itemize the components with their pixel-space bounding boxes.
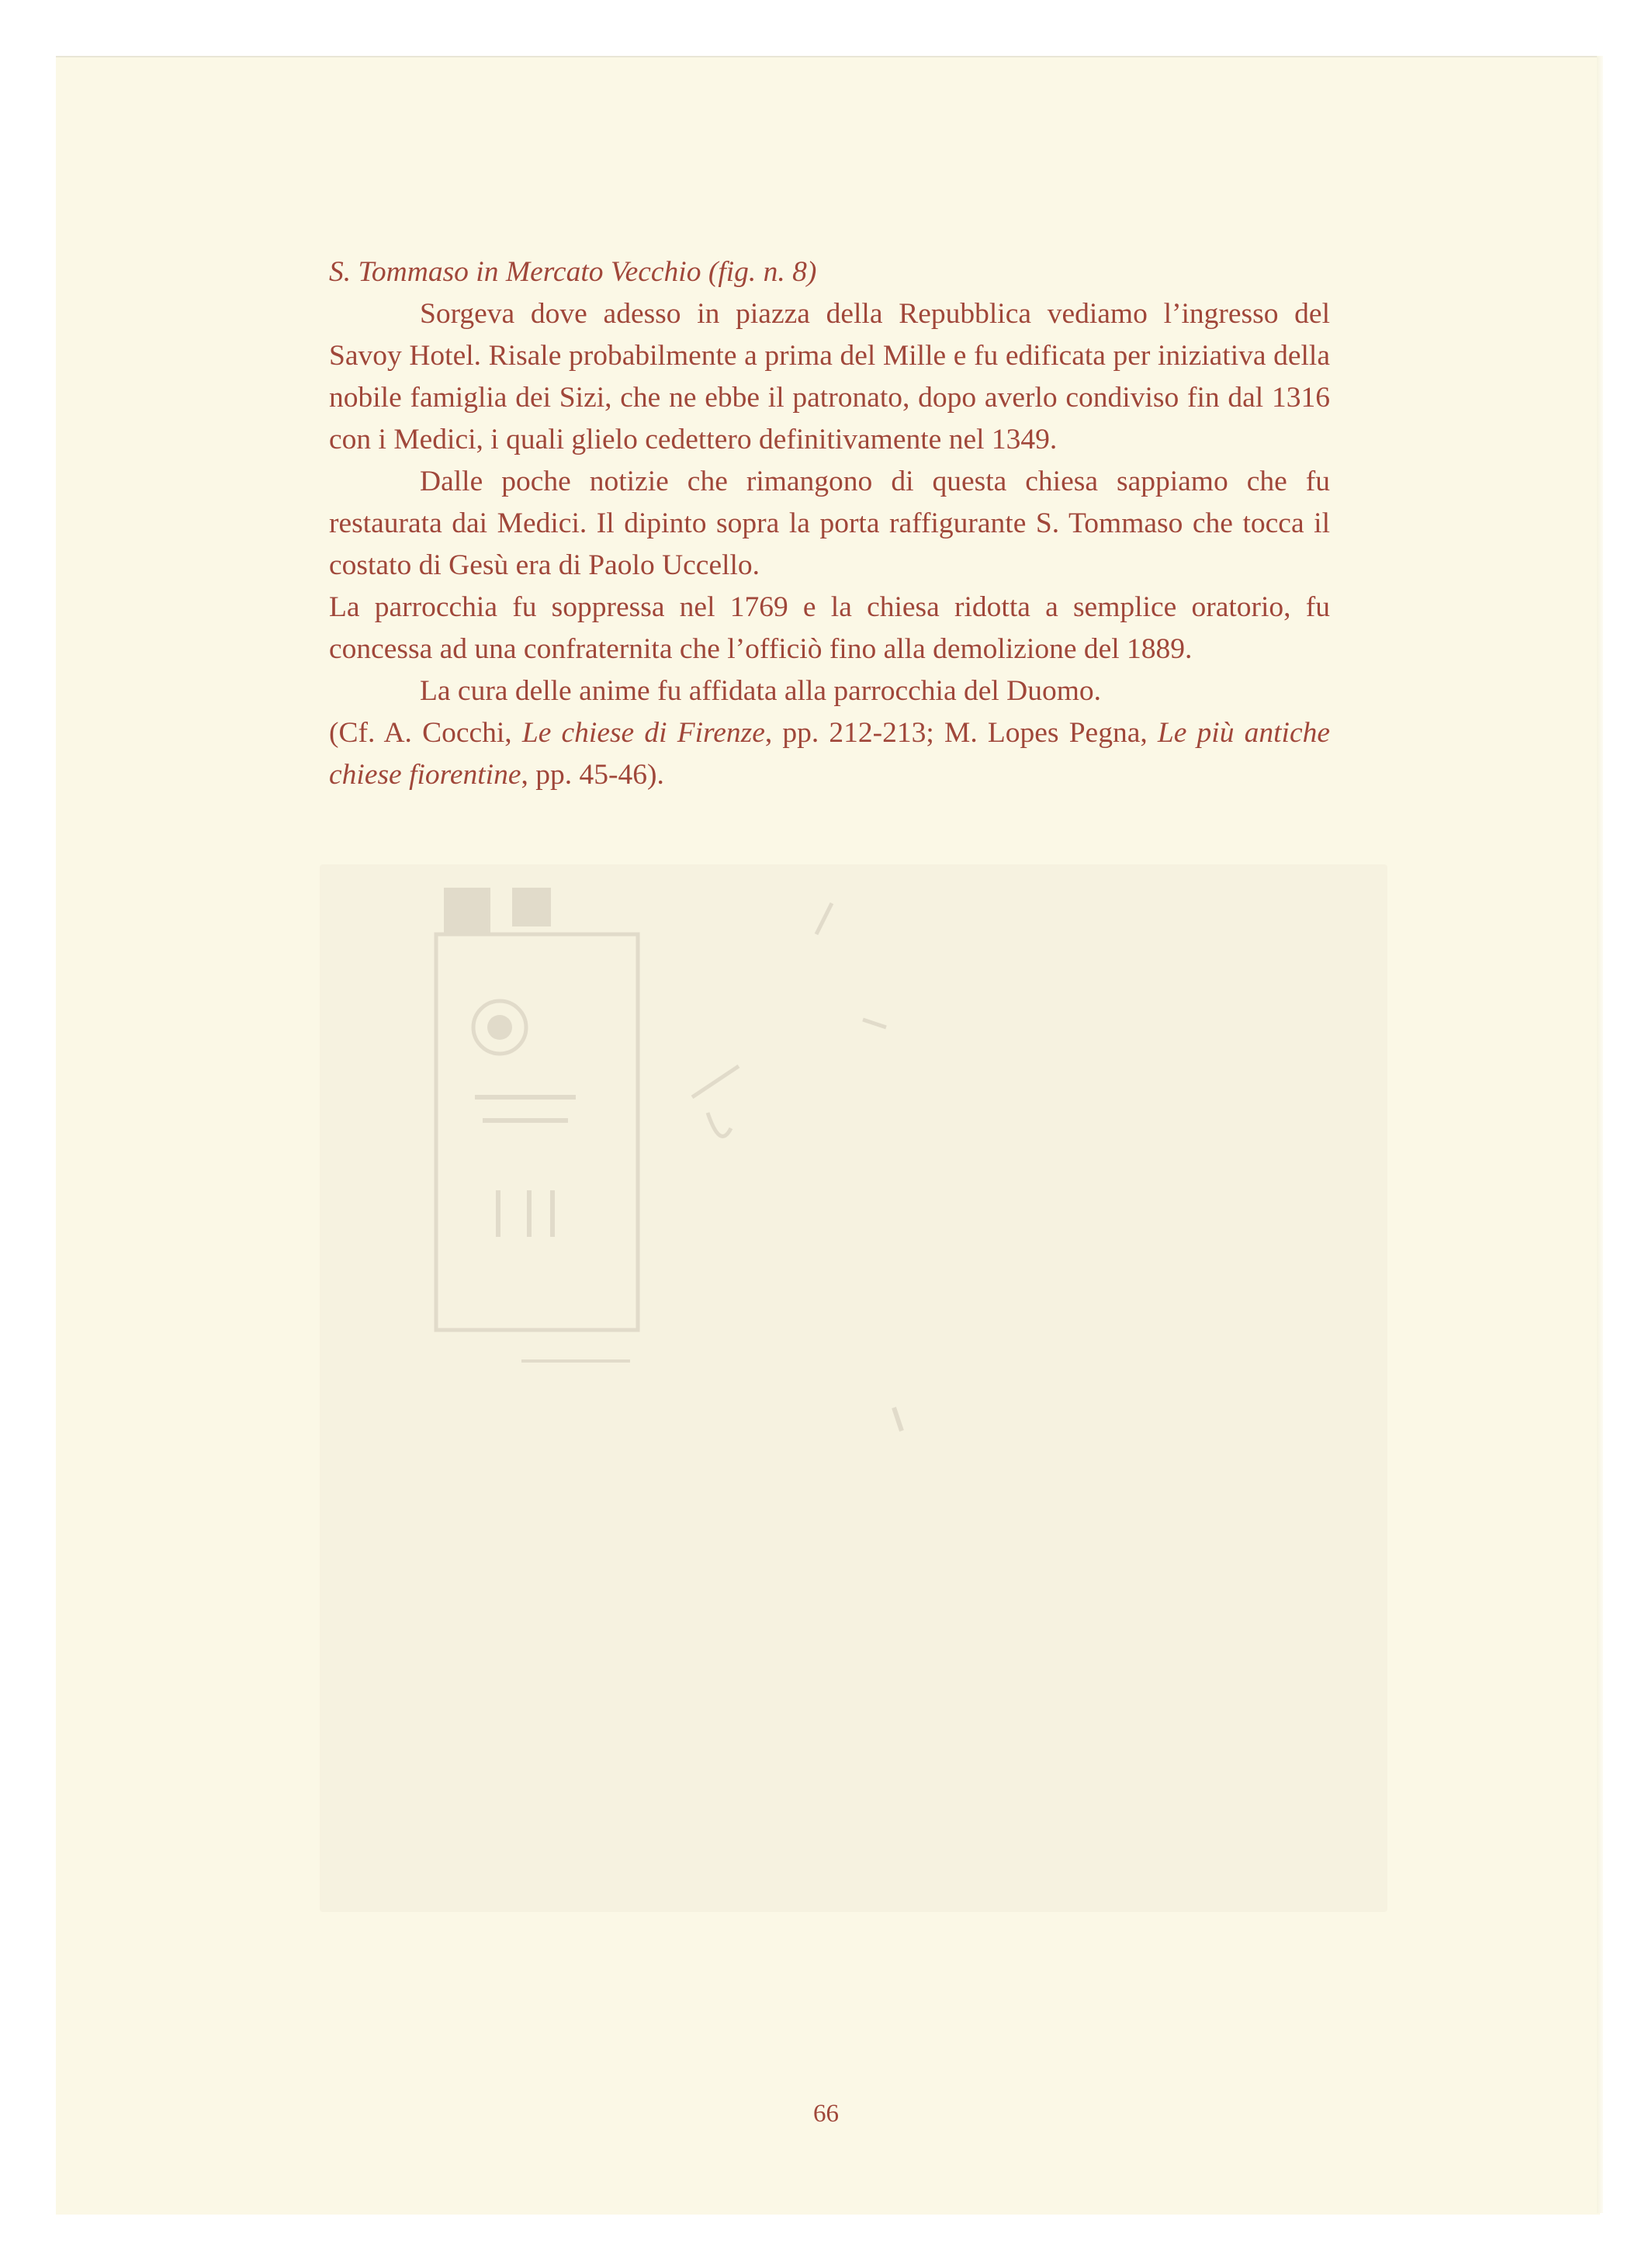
citation (329, 712, 1330, 796)
citation-title-cocchi: Le chiese di Firenze (521, 717, 765, 749)
bleed-through-illustration (320, 864, 1387, 1912)
citation-open: (Cf. A. Cocchi, (329, 717, 522, 749)
article-text (329, 251, 1330, 796)
section-heading: S. Tommaso in Mercato Vecchio (fig. n. 8) (329, 256, 817, 288)
bleed-through-drawing (320, 864, 1387, 1912)
paragraph-suppression: La parrocchia fu soppressa nel 1769 e la chiesa ridotta a semplice oratorio, fu concessa ad una confraternita che l’officiò fino alla demolizione del 1889. (329, 591, 1330, 665)
page-number: 66 (813, 2100, 839, 2128)
citation-title-lopes-pegna: Le più antiche chiese fiorentine (329, 717, 1330, 791)
page-edge (1597, 56, 1603, 2213)
citation-middle: , pp. 212-213; M. Lopes Pegna, (764, 717, 1158, 749)
citation-close: , pp. 45-46). (521, 759, 664, 791)
paragraph-restoration: Dalle poche notizie che rimangono di questa chiesa sappiamo che fu restaurata dai Medici. Il dipinto sopra la porta raffigurante S. Tommaso che tocca il costato di Gesù era di Paolo Uccello. (329, 466, 1330, 581)
paragraph-care-of-souls: La cura delle anime fu affidata alla parrocchia del Duomo. (420, 675, 1102, 707)
paragraph-history: Sorgeva dove adesso in piazza della Repubblica vediamo l’ingresso del Savoy Hotel. Risale probabilmente a prima del Mille e fu edificata per iniziativa della nobile famiglia dei Sizi, che ne ebbe il patronato, dopo averlo condiviso fin dal 1316 con i Medici, i quali glielo cedettero definitivamente nel 1349. (329, 298, 1330, 455)
